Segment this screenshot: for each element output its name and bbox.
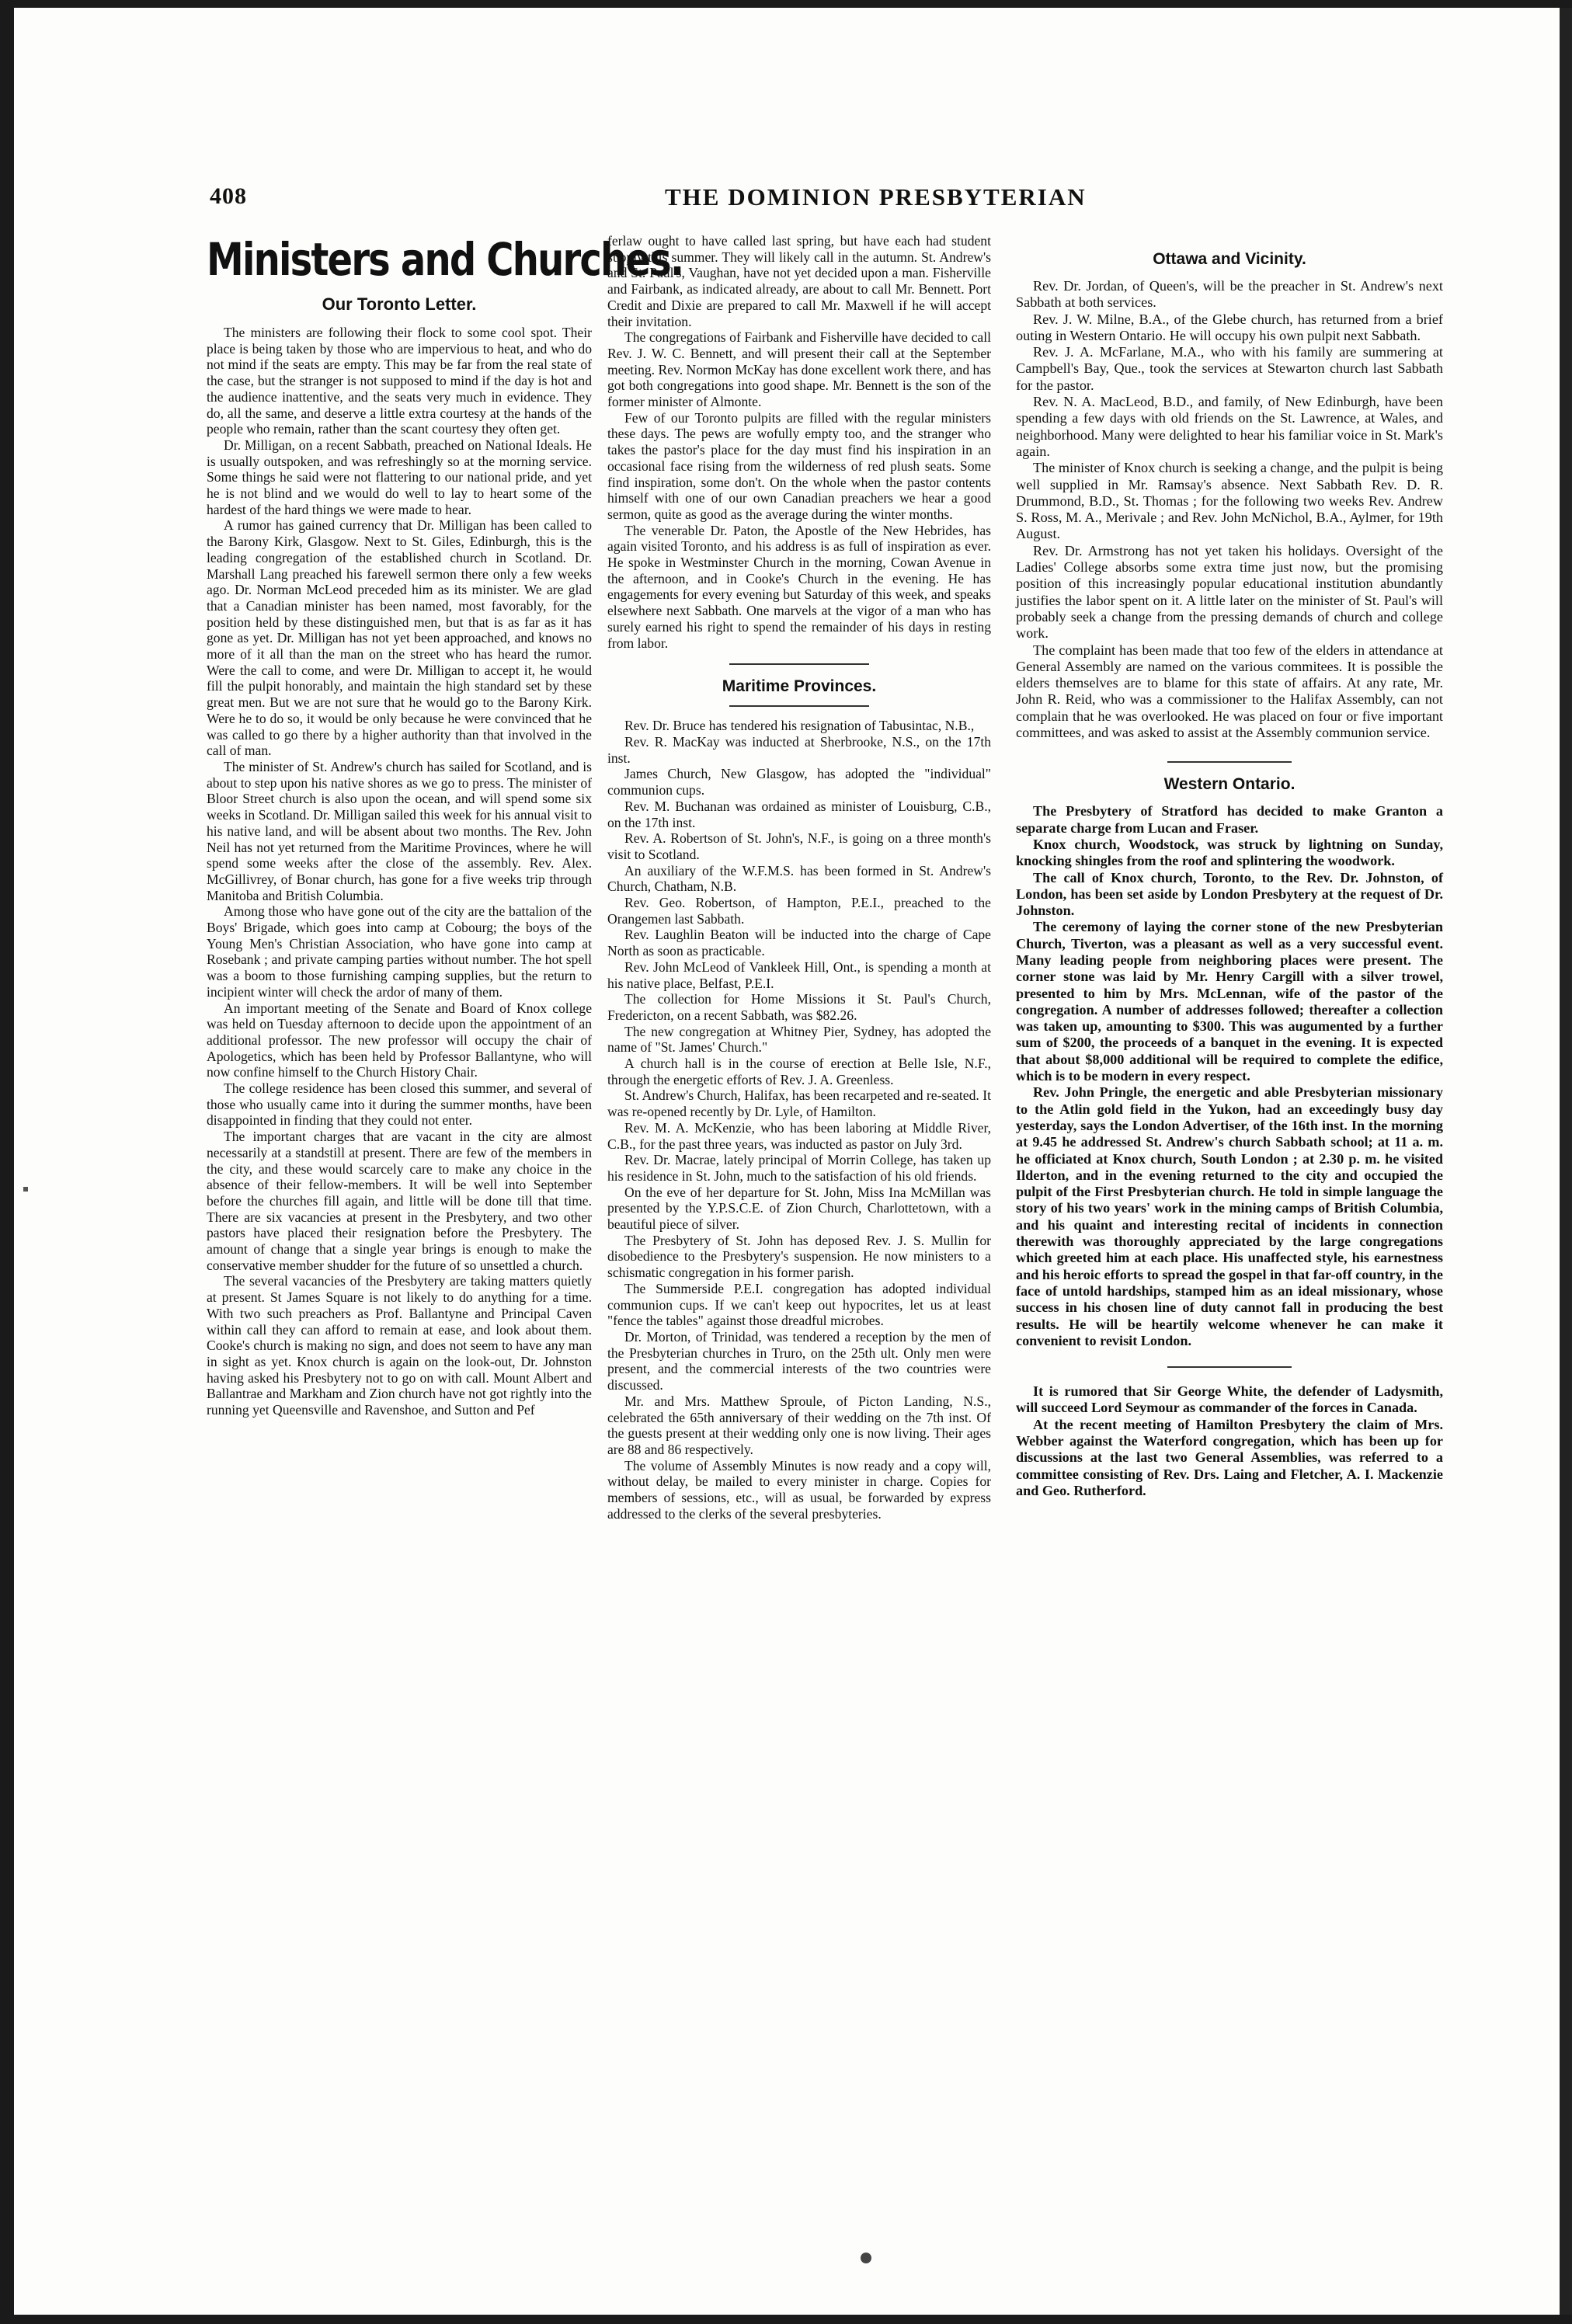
paragraph: The minister of St. Andrew's church has sailed for Scotland, and is about to step upon his native shores as we go to press. The minister of Bloor Street church is also upon the ocean, and will spend some six weeks in Scotland. Dr. Milligan sailed this week for his annual visit to his native land, and will be absent about two months. The Rev. John Neil has not yet returned from the Maritime Provinces, where he will spend some weeks after the close of the assembly. Rev. Alex. McGillivrey, of Bonar church, has gone for a five weeks trip through Manitoba and British Columbia. — [207, 758, 592, 903]
paragraph: Rev. John McLeod of Vankleek Hill, Ont., is spending a month at his native place, Belfast, P.E.I. — [607, 958, 991, 991]
main-title: Ministers and Churches. — [207, 234, 683, 287]
paragraph: A rumor has gained currency that Dr. Milligan has been called to the Barony Kirk, Glasgow. Next to St. Giles, Edinburgh, this is the leading congregation of the established church in Scotland. Dr. Marshall Lang preached his farewell sermon there only a few weeks ago. Dr. Norman McLeod preceded him as its minister. We are glad that a Canadian minister has been named, most favorably, for the position held by these distinguished men, but that is as far as it has gone as yet. Dr. Milligan has not yet been approached, and knows no more of it all than the man on the street who has heard the rumor. Were the call to come, and were Dr. Milligan to accept it, he would fill the pulpit honorably, and maintain the high standard set by these great men. But we are not sure that he would go to the Barony Kirk. Were he to do so, it would be only because he were convinced that he was called to go there by a higher authority than that involved in the call of man. — [207, 517, 592, 759]
paragraph: Rev. M. A. McKenzie, who has been laboring at Middle River, C.B., for the past three years, was inducted as pastor on July 3rd. — [607, 1119, 991, 1152]
page-header — [210, 183, 1437, 214]
paragraph: Rev. J. W. Milne, B.A., of the Glebe church, has returned from a brief outing in Western Ontario. He will occupy his own pulpit next Sabbath. — [1016, 311, 1443, 343]
paragraph: Rev. N. A. MacLeod, B.D., and family, of New Edinburgh, have been spending a few days with old friends on the St. Lawrence, at Wales, and neighborhood. Many were delighted to hear his familiar voice in St. Mark's again. — [1016, 394, 1443, 459]
paragraph: The Summerside P.E.I. congregation has adopted individual communion cups. If we can't keep out hypocrites, let us at least "fence the tables" against those dreadful microbes. — [607, 1280, 991, 1329]
maritime-provinces-body — [607, 718, 991, 1522]
paragraph: Rev. Dr. Bruce has tendered his resignation of Tabusintac, N.B., — [624, 718, 975, 734]
paragraph: Rev. Dr. Armstrong has not yet taken his holidays. Oversight of the Ladies' College absorbs some extra time just now, but the promising position of this increasingly popular educational institution abundantly justifies the labor spent on it. A little later on the minister of St. Paul's will probably seek a change from the pressing demands of church and college work. — [1016, 542, 1443, 642]
paragraph: Mr. and Mrs. Matthew Sproule, of Picton Landing, N.S., celebrated the 65th anniversary of their wedding on the 7th inst. Of the guests present at their wedding only one is now living. Their ages are 88 and 86 respectively. — [607, 1393, 991, 1457]
paragraph: The important charges that are vacant in the city are almost necessarily at a standstill at present. There are few of the members in the city, and these would scarcely care to make any choice in the absence of their fellow-members. It will be well into September before the churches fill again, and little will be done till that time. There are six vacancies at present in the Presbytery, and two other pastors have placed their resignation before the Presbytery. The amount of change that a single year brings is enough to make the conservative member shudder for the future of so unsettled a church. — [207, 1129, 592, 1273]
column-3 — [1016, 233, 1443, 2128]
paragraph: James Church, New Glasgow, has adopted the "individual" communion cups. — [607, 766, 991, 798]
paragraph: Among those who have gone out of the city are the battalion of the Boys' Brigade, which goes into camp at Cobourg; the boys of the Young Men's Christian Association, who have gone into camp at Rosebank ; and private camping parties without number. The hot spell was a boom to those furnishing camping supplies, but the return to incipient winter will check the ardor of many of them. — [207, 903, 592, 1000]
toronto-letter-continued — [607, 233, 991, 651]
paragraph: Rev. Dr. Jordan, of Queen's, will be the preacher in St. Andrew's next Sabbath at both services. — [1016, 278, 1443, 311]
paragraph: The call of Knox church, Toronto, to the Rev. Dr. Johnston, of London, has been set aside by London Presbytery at the request of Dr. Johnston. — [1016, 869, 1443, 919]
paragraph: The volume of Assembly Minutes is now ready and a copy will, without delay, be mailed to every minister in charge. Copies for members of sessions, etc., will as usual, be forwarded by express addressed to the clerks of the several presbyteries. — [607, 1457, 991, 1522]
running-title: THE DOMINION PRESBYTERIAN — [665, 183, 1087, 210]
column-1 — [207, 233, 683, 2128]
paragraph: Dr. Milligan, on a recent Sabbath, preached on National Ideals. He is usually outspoken, and was refreshingly so at the morning service. Some things he said were not flattering to our national pride, and yet he is not blind and we would do well to lay to heart some of the hardest of the hard things we were made to hear. — [207, 437, 592, 517]
toronto-letter-body — [207, 325, 592, 1418]
ottawa-vicinity-title: Ottawa and Vicinity. — [1153, 250, 1306, 268]
paragraph: The ceremony of laying the corner stone of the new Presbyterian Church, Tiverton, was a pleasant as well as a very successful event. Many leading people from neighboring places were present. The corner stone was laid by Mr. Henry Cargill with a silver trowel, presented to him by Mrs. McLennan, wife of the pastor of the congregation. A number of addresses followed; thereafter a collection was taken up, amounting to $300. This was augumented by a further sum of $200, the proceeds of a banquet in the evening. It is expected that about $8,000 additional will be required to complete the edifice, which is to be modern in every respect. — [1016, 919, 1443, 1084]
paragraph: The minister of Knox church is seeking a change, and the pulpit is being well supplied in Mr. Ramsay's absence. Next Sabbath Rev. D. R. Drummond, B.D., St. Thomas ; for the following two weeks Rev. Andrew S. Ross, M. A., Merivale ; and Rev. John McNichol, B.A., Aylmer, for 19th August. — [1016, 460, 1443, 542]
column-2 — [607, 233, 991, 2128]
page-ornament-dot — [861, 2253, 871, 2263]
scan-border-bottom — [0, 2315, 1572, 2324]
scan-border-left — [0, 0, 14, 2324]
scan-border-top — [0, 0, 1572, 8]
section-divider — [729, 663, 869, 665]
paragraph: The collection for Home Missions it St. Paul's Church, Fredericton, on a recent Sabbath, was $82.26. — [607, 991, 991, 1023]
maritime-provinces-title: Maritime Provinces. — [722, 677, 877, 696]
paragraph: A church hall is in the course of erection at Belle Isle, N.F., through the energetic efforts of Rev. J. A. Greenless. — [607, 1056, 991, 1087]
paragraph: Rev. M. Buchanan was ordained as minister of Louisburg, C.B., on the 17th inst. — [607, 798, 991, 830]
paragraph: On the eve of her departure for St. John, Miss Ina McMillan was presented by the Y.P.S.C.E. of Zion Church, Charlottetown, with a beautiful piece of silver. — [607, 1184, 991, 1233]
paragraph: The Presbytery of Stratford has decided to make Granton a separate charge from Lucan and Fraser. — [1016, 803, 1443, 836]
paragraph: Rev. A. Robertson of St. John's, N.F., is going on a three month's visit to Scotland. — [607, 830, 991, 862]
section-divider — [1167, 761, 1292, 763]
paragraph: Knox church, Woodstock, was struck by lightning on Sunday, knocking shingles from the roof and splintering the woodwork. — [1016, 836, 1443, 869]
paragraph: The college residence has been closed this summer, and several of those who usually came into it during the summer months, have been disappointed in finding that they could not enter. — [207, 1080, 592, 1129]
section-divider — [729, 705, 869, 707]
paragraph: Rev. Laughlin Beaton will be inducted into the charge of Cape North as soon as practicable. — [607, 927, 991, 959]
paragraph: Rev. R. MacKay was inducted at Sherbrooke, N.S., on the 17th inst. — [607, 733, 991, 766]
paragraph: The complaint has been made that too few of the elders in attendance at General Assembly are named on the various commitees. It is possible the elders themselves are to blame for this state of affairs. At any rate, Mr. John R. Reid, who was a commissioner to the Halifax Assembly, can not complain that he was overlooked. He was placed on four or five important committees, and was asked to assist at the Assembly communion service. — [1016, 642, 1443, 741]
ottawa-vicinity-body — [1016, 278, 1443, 741]
paragraph: St. Andrew's Church, Halifax, has been recarpeted and re-seated. It was re-opened recently by Dr. Lyle, of Hamilton. — [607, 1087, 991, 1120]
western-ontario-body — [1016, 803, 1443, 1349]
scan-border-right — [1560, 0, 1572, 2324]
paragraph: Rev. Geo. Robertson, of Hampton, P.E.I., preached to the Orangemen last Sabbath. — [607, 895, 991, 927]
toronto-letter-title: Our Toronto Letter. — [322, 294, 477, 314]
paragraph: Few of our Toronto pulpits are filled with the regular ministers these days. The pews are wofully empty too, and the stranger who takes the pastor's place for the day must find his inspiration in an occasional face rising from the wilderness of red plush seats. Some find inspiration, some don't. On the whole when the pastor contents himself with one of our own Canadian preachers we hear a good sermon, quite as good as the average during the winter months. — [607, 409, 991, 522]
section-divider — [1167, 1366, 1292, 1368]
paragraph: At the recent meeting of Hamilton Presbytery the claim of Mrs. Webber against the Waterford congregation, which has been up for discussions at the last two General Assemblies, was referred to a committee consisting of Rev. Drs. Laing and Fletcher, A. I. Mackenzie and Geo. Rutherford. — [1016, 1416, 1443, 1498]
paragraph: The new congregation at Whitney Pier, Sydney, has adopted the name of "St. James' Church." — [607, 1023, 991, 1056]
paragraph: Rev. J. A. McFarlane, M.A., who with his family are summering at Campbell's Bay, Que., took the services at Stewarton church last Sabbath for the pastor. — [1016, 344, 1443, 393]
page-number: 408 — [210, 183, 247, 209]
paragraph: The ministers are following their flock to some cool spot. Their place is being taken by those who are impervious to heat, and who do not mind if the seats are empty. This may be far from the real state of the case, but the stranger is not supposed to mind if the day is hot and the audience inattentive, and the seats very much in evidence. They do, all the same, and deserve a little extra courtesy at the hands of the people who remain, rather than the scant courtesy they often get. — [207, 325, 592, 437]
paragraph: An important meeting of the Senate and Board of Knox college was held on Tuesday afternoon to decide upon the appointment of an additional professor. The new professor will occupy the chair of Apologetics, which has been held by Professor Ballantyne, who will now confine himself to the Church History Chair. — [207, 1000, 592, 1080]
paragraph: ferlaw ought to have called last spring, but have each had student supply this summer. They will likely call in the autumn. St. Andrew's and St. Paul's, Vaughan, have not yet decided upon a man. Fisherville and Fairbank, as indicated already, are about to call Mr. Bennett. Port Credit and Dixie are prepared to call Mr. Maxwell if he will accept their invitation. — [607, 233, 991, 329]
paragraph: The congregations of Fairbank and Fisherville have decided to call Rev. J. W. C. Bennett, and will present their call at the September meeting. Rev. Normon McKay has done excellent work there, and has got both congregations into good shape. Mr. Bennett is the son of the former minister of Almonte. — [607, 329, 991, 410]
paragraph: The venerable Dr. Paton, the Apostle of the New Hebrides, has again visited Toronto, and his address is as full of inspiration as ever. He spoke in Westminster Church in the morning, Cowan Avenue in the afternoon, and in Cooke's Church in the evening. He has engagements for every evening but Saturday of this week, and speaks elsewhere next Sabbath. One marvels at the vigor of a man who has surely earned his right to spend the remainder of his days in resting from labor. — [607, 522, 991, 651]
paragraph: Dr. Morton, of Trinidad, was tendered a reception by the men of the Presbyterian churches in Truro, on the 25th ult. Only men were present, and the commercial interests of the two countries were discussed. — [607, 1329, 991, 1393]
paragraph: The several vacancies of the Presbytery are taking matters quietly at present. St James Square is not likely to do anything for a time. With two such preachers as Prof. Ballantyne and Principal Caven within call they can afford to remain at ease, and look about them. Cooke's church is making no sign, and does not seem to have any man in sight as yet. Knox church is again on the look-out, Dr. Johnston having asked his Presbytery not to go on with call. Mount Albert and Ballantrae and Markham and Zion church have not got rightly into the running yet Queensville and Ravenshoe, and Sutton and Pef — [207, 1273, 592, 1418]
paragraph: Rev. John Pringle, the energetic and able Presbyterian missionary to the Atlin gold field in the Yukon, had an exceedingly busy day yesterday, says the London Advertiser, of the 16th inst. In the morning at 9.45 he addressed St. Andrew's church Sabbath school; at 11 a. m. he officiated at Knox church, South London ; at 2.30 p. m. he visited Ilderton, and in the evening returned to the city and occupied the pulpit of the First Presbyterian church. He told in simple language the story of his two years' work in the mining camps of British Columbia, and his quaint and interesting recital of incidents in connection therewith was thoroughly appreciated by the large congregations which greeted him at each place. His unaffected style, his earnestness and his heroic efforts to spread the gospel in that far-off country, in the face of untold hardships, stamped him as an ideal missionary, whose success in his chosen line of duty cannot fall in producing the best results. He will be heartily welcome whenever he can make it convenient to revisit London. — [1016, 1084, 1443, 1348]
paragraph: The Presbytery of St. John has deposed Rev. J. S. Mullin for disobedience to the Presbytery's suspension. He now ministers to a schismatic congregation in his former parish. — [607, 1232, 991, 1281]
news-notes-body — [1016, 1383, 1443, 1499]
western-ontario-title: Western Ontario. — [1163, 775, 1296, 794]
paragraph: It is rumored that Sir George White, the defender of Ladysmith, will succeed Lord Seymour as commander of the forces in Canada. — [1016, 1383, 1443, 1416]
paragraph: Rev. Dr. Macrae, lately principal of Morrin College, has taken up his residence in St. John, much to the satisfaction of his old friends. — [607, 1152, 991, 1184]
paragraph: An auxiliary of the W.F.M.S. has been formed in St. Andrew's Church, Chatham, N.B. — [607, 862, 991, 895]
scan-speck — [23, 1187, 28, 1192]
